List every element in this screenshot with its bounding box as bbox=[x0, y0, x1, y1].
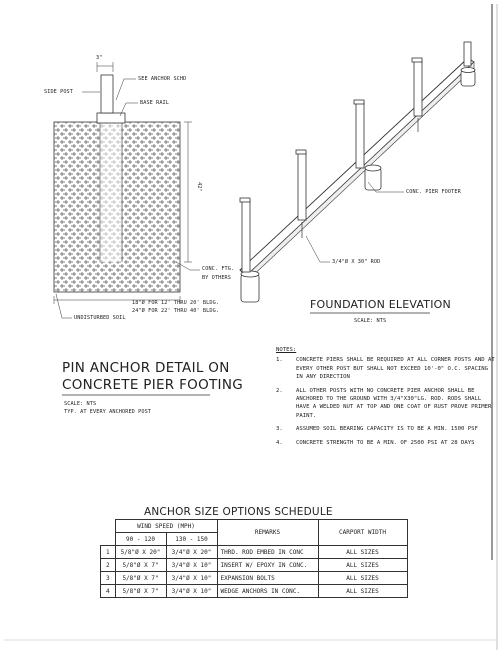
note-text: CONCRETE PIERS SHALL BE REQUIRED AT ALL CORNER POSTS AND AT EVERY OTHER POST BUT SHALL NOT EXCEED 10'-0" O.C. SPACING IN ANY DIRECTION bbox=[296, 357, 495, 381]
diameter-label-2: 24"Ø FOR 22' THRU 40' BLDG. bbox=[132, 308, 220, 314]
elevation-title-underline bbox=[310, 311, 440, 317]
row-number: 1 bbox=[101, 546, 116, 559]
remarks-cell: EXPANSION BOLTS bbox=[217, 572, 318, 585]
anchor-schedule-table bbox=[100, 519, 408, 598]
anchor-label: SEE ANCHOR SCHD bbox=[138, 76, 187, 82]
dim-top-label: 3" bbox=[96, 55, 103, 61]
side-post-label: SIDE POST bbox=[44, 89, 74, 95]
remarks-cell: WEDGE ANCHORS IN CONC. bbox=[217, 585, 318, 598]
wind-speed-header: WIND SPEED (MPH) bbox=[115, 520, 217, 533]
foundation-elevation-scale: SCALE: NTS bbox=[354, 318, 387, 324]
size-90-120: 5/8"Ø X 7" bbox=[115, 572, 166, 585]
pin-detail-title-1: PIN ANCHOR DETAIL ON bbox=[62, 360, 230, 376]
note-text: ALL OTHER POSTS WITH NO CONCRETE PIER ANCHOR SHALL BE ANCHORED TO THE GROUND WITH 3/4"X30"LG. ROD. RODS SHALL HAVE A WELDED NUT AT TOP AND ONE COAT OF RUST PROVE PRIMER PAINT. bbox=[296, 387, 492, 419]
note-number: 3. bbox=[276, 426, 283, 433]
size-90-120: 5/8"Ø X 7" bbox=[115, 559, 166, 572]
wind-90-120-header: 90 - 120 bbox=[115, 533, 166, 546]
row-number: 3 bbox=[101, 572, 116, 585]
conc-ftg-label-2: BY OTHERS bbox=[202, 275, 232, 281]
table-header-row bbox=[101, 520, 408, 533]
note-2 bbox=[276, 387, 498, 421]
carport-width-header: CARPORT WIDTH bbox=[318, 520, 407, 546]
undisturbed-soil-label: UNDISTURBED SOIL bbox=[74, 315, 126, 321]
notes-heading: NOTES: bbox=[276, 347, 297, 353]
note-number: 4. bbox=[276, 439, 283, 446]
pier-footer-label: CONC. PIER FOOTER bbox=[406, 189, 461, 195]
note-4 bbox=[276, 439, 498, 447]
conc-ftg-label-1: CONC. FTG. bbox=[202, 266, 235, 272]
notes-block bbox=[276, 346, 498, 452]
size-90-120: 5/8"Ø X 7" bbox=[115, 585, 166, 598]
remarks-cell: INSERT W/ EPOXY IN CONC. bbox=[217, 559, 318, 572]
note-number: 2. bbox=[276, 387, 283, 394]
foundation-elevation-title: FOUNDATION ELEVATION bbox=[310, 298, 451, 311]
title-underline bbox=[62, 393, 222, 399]
note-text: ASSUMED SOIL BEARING CAPACITY IS TO BE A MIN. 1500 PSF bbox=[296, 426, 478, 433]
depth-dim-label: 42" bbox=[195, 182, 202, 192]
wind-130-150-header: 130 - 150 bbox=[166, 533, 217, 546]
table-row bbox=[101, 559, 408, 572]
pin-anchor-detail-drawing bbox=[0, 0, 260, 340]
rod-label: 3/4"Ø X 30" ROD bbox=[332, 259, 381, 265]
note-number: 1. bbox=[276, 357, 283, 364]
remarks-header: REMARKS bbox=[217, 520, 318, 546]
pin-detail-title-2: CONCRETE PIER FOOTING bbox=[62, 377, 243, 393]
carport-width-cell: ALL SIZES bbox=[318, 546, 407, 559]
schedule-title: ANCHOR SIZE OPTIONS SCHEDULE bbox=[144, 506, 333, 518]
row-number: 4 bbox=[101, 585, 116, 598]
carport-width-cell: ALL SIZES bbox=[318, 572, 407, 585]
table-row bbox=[101, 572, 408, 585]
remarks-cell: THRD. ROD EMBED IN CONC bbox=[217, 546, 318, 559]
note-3 bbox=[276, 425, 498, 433]
row-number: 2 bbox=[101, 559, 116, 572]
side-post bbox=[101, 75, 113, 113]
carport-width-cell: ALL SIZES bbox=[318, 585, 407, 598]
note-text: CONCRETE STRENGTH TO BE A MIN. OF 2500 PSI AT 28 DAYS bbox=[296, 439, 475, 446]
size-130-150: 3/4"Ø X 10" bbox=[166, 559, 217, 572]
diameter-label-1: 18"Ø FOR 12' THRU 20' BLDG. bbox=[132, 300, 220, 306]
table-row bbox=[101, 546, 408, 559]
table-row bbox=[101, 585, 408, 598]
carport-width-cell: ALL SIZES bbox=[318, 559, 407, 572]
size-130-150: 3/4"Ø X 10" bbox=[166, 572, 217, 585]
size-130-150: 3/4"Ø X 10" bbox=[166, 585, 217, 598]
size-130-150: 3/4"Ø X 20" bbox=[166, 546, 217, 559]
size-90-120: 5/8"Ø X 20" bbox=[115, 546, 166, 559]
pin-detail-typ: TYP. AT EVERY ANCHORED POST bbox=[64, 409, 152, 415]
base-rail-label: BASE RAIL bbox=[140, 100, 170, 106]
pin-detail-scale: SCALE: NTS bbox=[64, 401, 97, 407]
blank-cell bbox=[101, 520, 116, 546]
note-1 bbox=[276, 356, 498, 381]
